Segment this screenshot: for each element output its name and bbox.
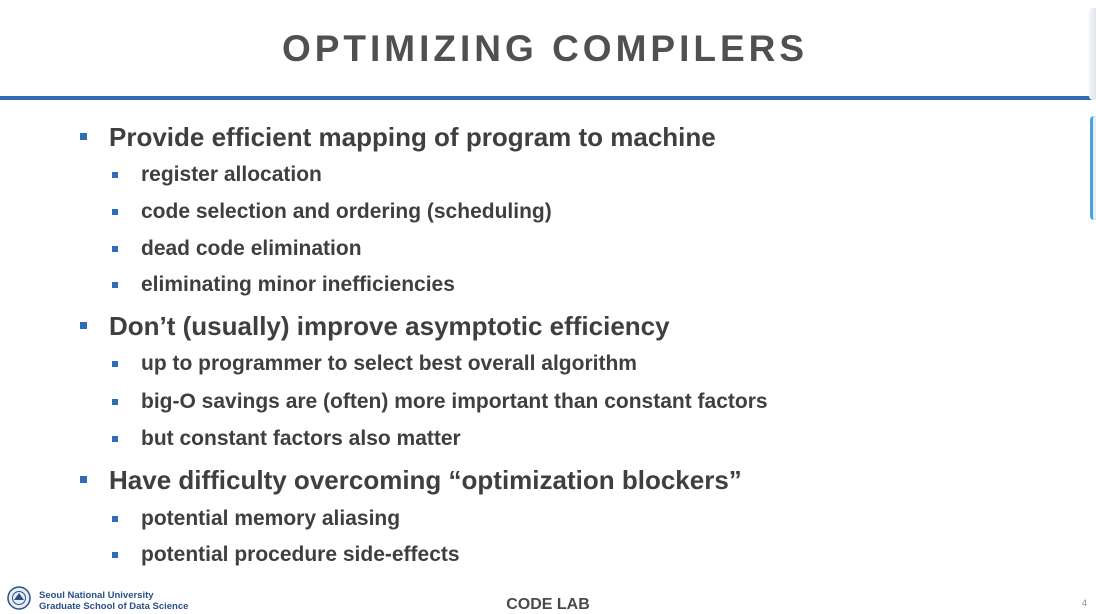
sub-bullet-marker-icon (112, 246, 118, 252)
bullet-text: Don’t (usually) improve asymptotic efficiency (109, 311, 670, 341)
bullet-marker-icon (80, 476, 87, 483)
sub-bullet-point (141, 200, 552, 224)
slide-title: OPTIMIZING COMPILERS (281, 28, 809, 69)
sub-bullet-text: register allocation (141, 163, 322, 186)
side-panel-tab[interactable] (1089, 8, 1096, 100)
sub-bullet-text: eliminating minor inefficiencies (141, 273, 455, 296)
bullet-marker-icon (80, 322, 87, 329)
title-divider (0, 96, 1092, 100)
sub-bullet-text: dead code elimination (141, 237, 362, 260)
bullet-point (109, 122, 716, 153)
sub-bullet-text: potential procedure side-effects (141, 543, 460, 566)
sub-bullet-marker-icon (112, 516, 118, 522)
sub-bullet-text: potential memory aliasing (141, 507, 401, 530)
school-name: Graduate School of Data Science (39, 601, 189, 612)
sub-bullet-point (141, 543, 460, 567)
sub-bullet-text: but constant factors also matter (141, 427, 461, 450)
sub-bullet-marker-icon (112, 399, 118, 405)
sub-bullet-text: up to programmer to select best overall algorithm (141, 352, 637, 375)
sub-bullet-marker-icon (112, 436, 118, 442)
side-panel-handle[interactable] (1090, 116, 1096, 220)
sub-bullet-point (141, 237, 362, 261)
sub-bullet-marker-icon (112, 209, 118, 215)
sub-bullet-marker-icon (112, 282, 118, 288)
sub-bullet-marker-icon (112, 361, 118, 367)
sub-bullet-point (141, 507, 400, 531)
sub-bullet-point (141, 427, 461, 451)
bullet-point (109, 311, 670, 342)
footer-label: CODE LAB (506, 596, 590, 613)
bullet-marker-icon (80, 133, 87, 140)
bullet-point (109, 465, 742, 496)
university-name: Seoul National University (39, 590, 154, 601)
sub-bullet-point (141, 352, 637, 376)
sub-bullet-point (141, 163, 322, 187)
sub-bullet-marker-icon (112, 552, 118, 558)
sub-bullet-point (141, 273, 455, 297)
bullet-text: Provide efficient mapping of program to machine (109, 122, 716, 152)
sub-bullet-text: big-O savings are (often) more important than constant factors (141, 390, 768, 413)
sub-bullet-point (141, 390, 768, 414)
bullet-text: Have difficulty overcoming “optimization blockers” (109, 465, 742, 495)
sub-bullet-text: code selection and ordering (scheduling) (141, 200, 552, 223)
page-number: 4 (1082, 598, 1088, 608)
sub-bullet-marker-icon (112, 172, 118, 178)
